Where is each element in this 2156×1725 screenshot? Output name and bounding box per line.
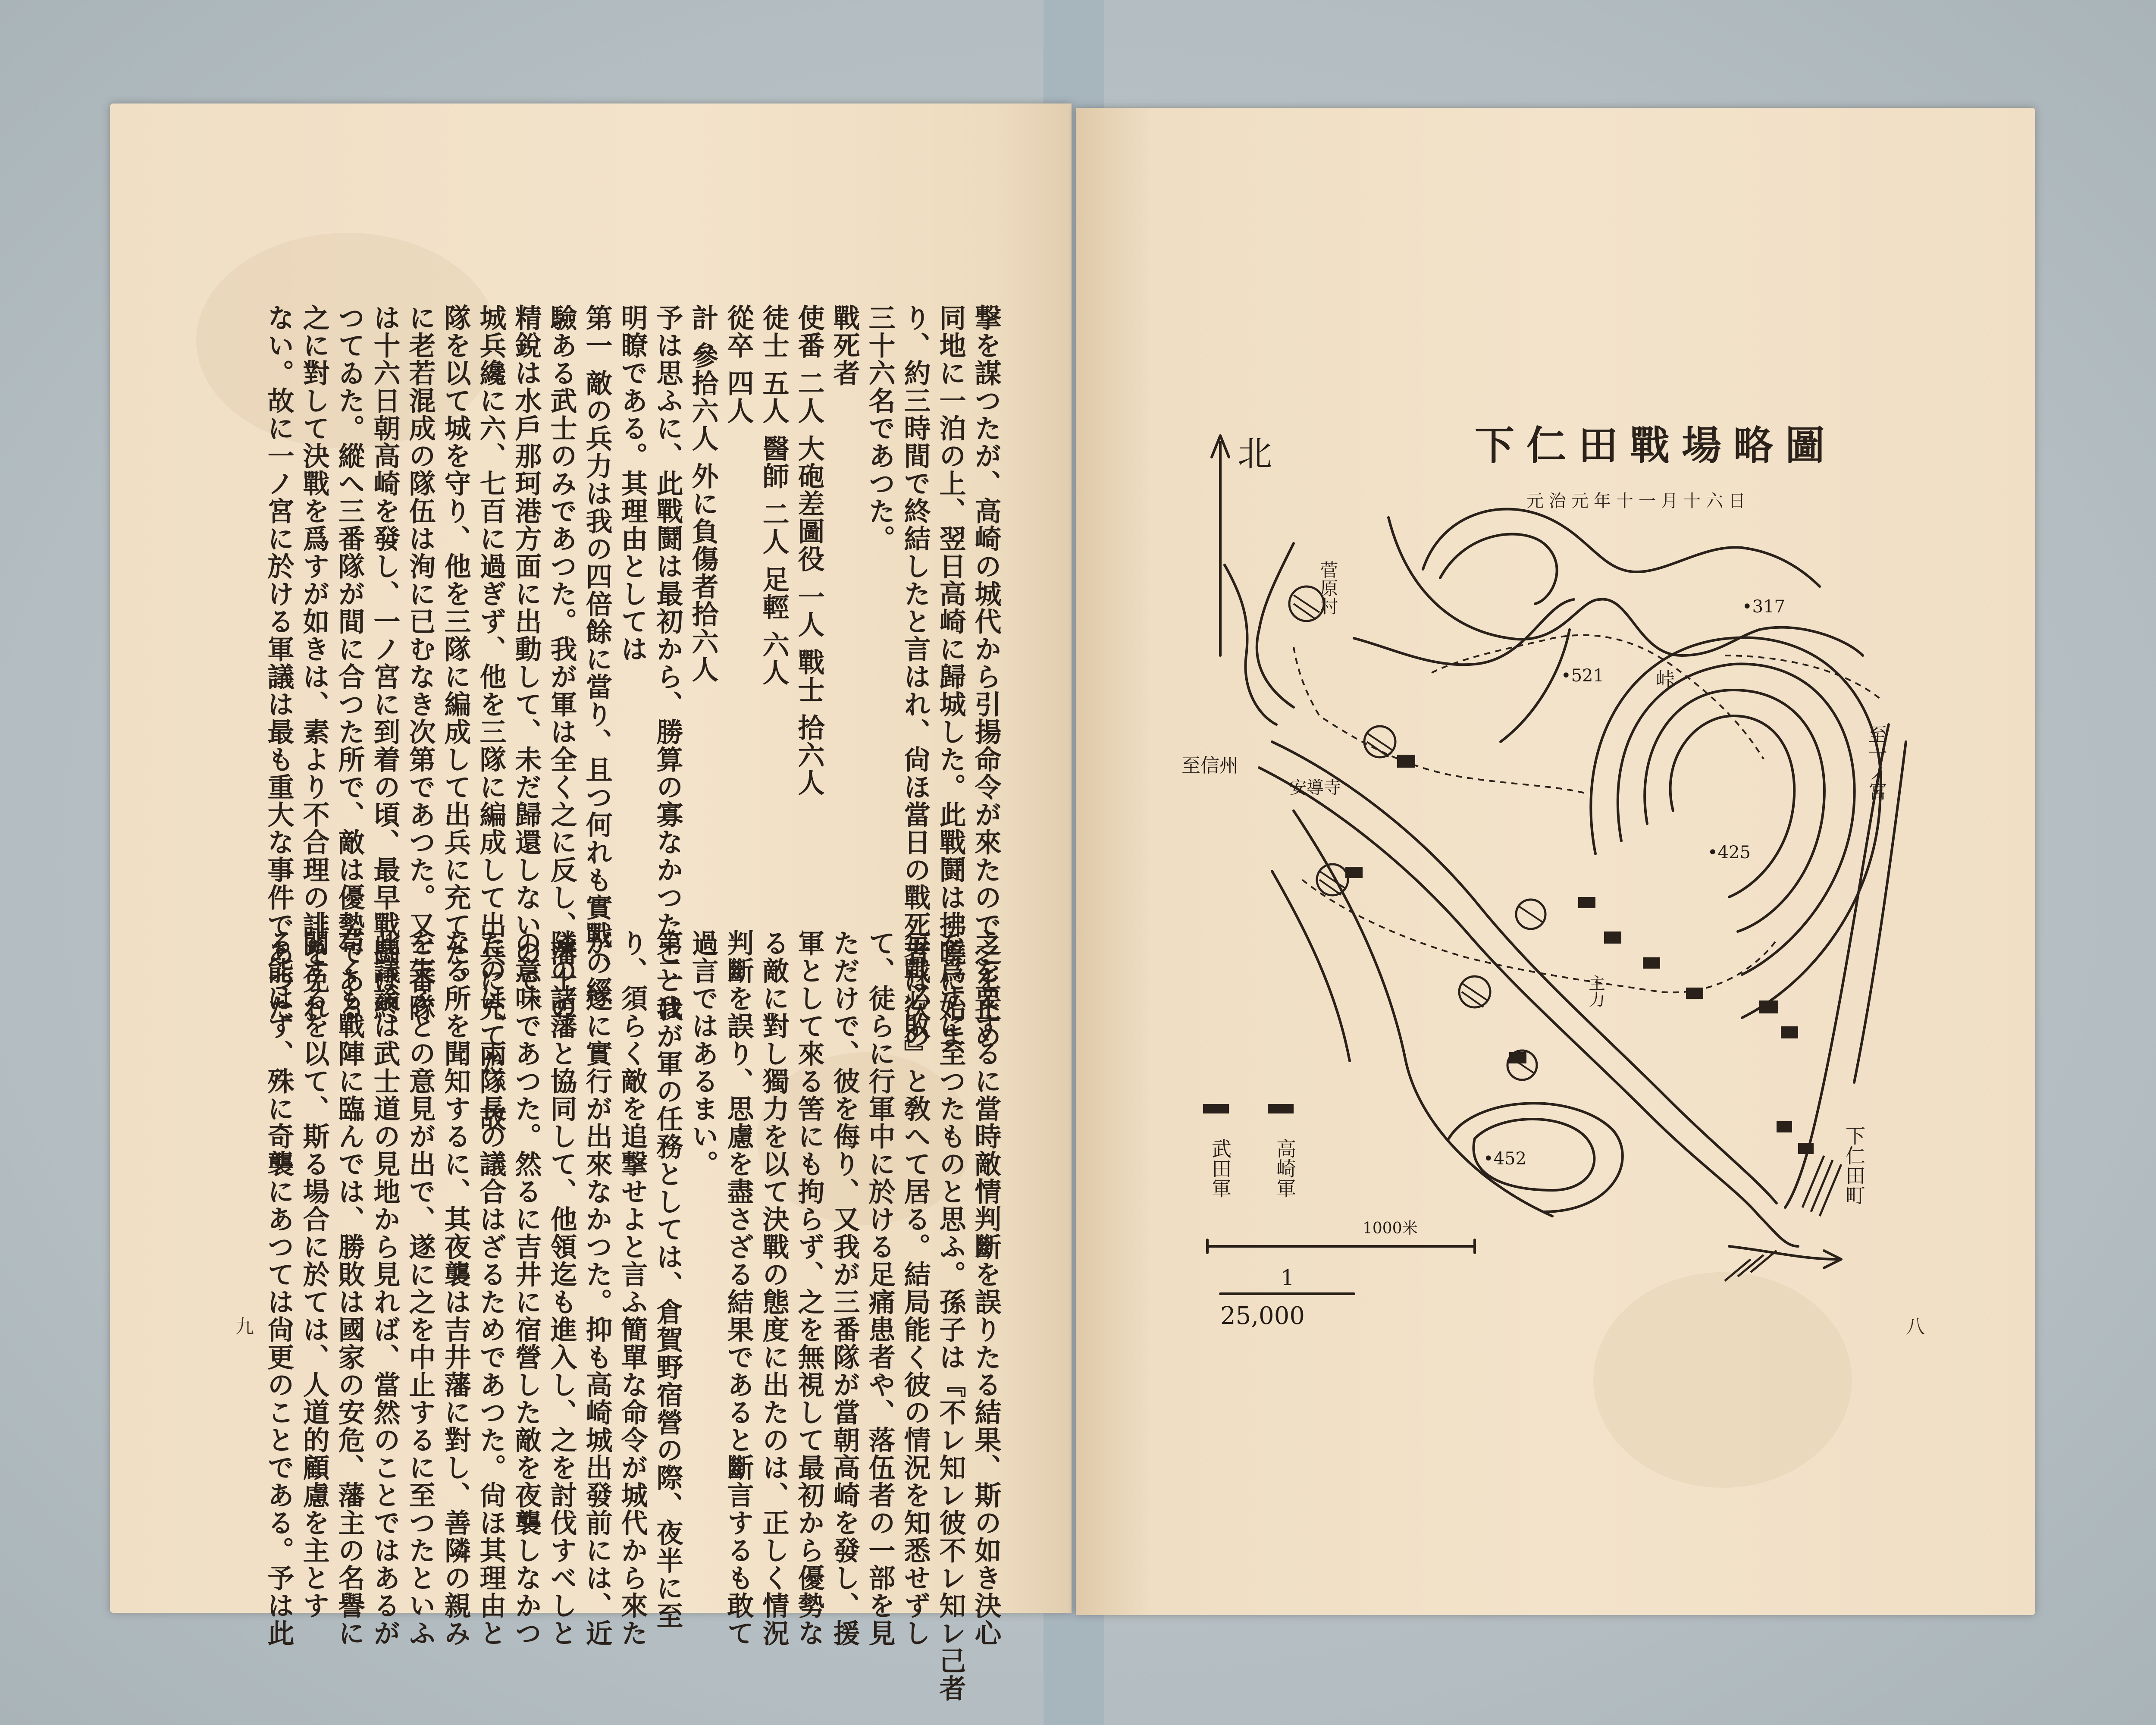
takasaki-army-label: 高崎軍 [1273,1138,1297,1198]
north-label: 北 [1238,434,1272,474]
text-column: る敵に對し獨力を以て決戰の態度に出たのは、正しく情況 [758,929,790,1647]
text-column: 計 參拾六人 外に負傷者拾六人 [687,304,719,684]
text-column: 之に對して決戰を爲すが如きは、素より不合理の誹を免れ [298,304,330,1022]
text-column: 明瞭である。其理由としては [617,304,648,663]
text-column: たのは、兩隊長の議合はざるためであつた。尙ほ其理由と [475,929,507,1647]
text-column: 使番 二人 大砲差圖役 一人 戰士 拾六人 [793,304,825,797]
text-column: 徒士 五人 醫師 二人 足輕 六人 [758,304,790,686]
hill-contour [1618,664,1855,975]
text-column: 三十六名であつた。 [864,304,896,552]
text-column: 判斷を誤り、思慮を盡さざる結果であると斷言するも敢て [723,929,754,1647]
text-column: 城兵纔に六、七百に過ぎず、他を三隊に編成して出兵に充てた。故 [475,304,507,1132]
right-page-number: 八 [1906,1316,1925,1338]
text-column: 第二 我が軍の任務としては、倉賀野宿營の際、夜半に至 [652,929,683,1630]
anshoji-label: 安導寺 [1289,778,1341,798]
text-column: 予は思ふに、此戰鬪は最初から、勝算の寡なかつたことは [652,304,683,1022]
text-column: る能はず、殊に奇襲にあつては尙更のことである。予は此 [263,929,295,1647]
map-date: 元治元年十一月十六日 [1526,491,1751,511]
shimonita-town-label: 下仁田町 [1843,1126,1866,1205]
text-column: 同地に一泊の上、翌日高崎に歸城した。此戰鬪は拂曉に始ま [935,304,966,1049]
text-column: て、徒らに行軍中に於ける足痛患者や、落伍者の一部を見 [864,929,896,1647]
contour-line [1354,599,1574,665]
dashed-route [1432,635,1764,759]
contour-line [1501,630,1570,742]
troop-block [1781,1026,1798,1038]
text-column: ただけで、彼を侮り、又我が三番隊が當朝高崎を發し、援 [829,929,860,1647]
to-shinshu-label: 至信州 [1181,755,1238,777]
text-column: の意味であつた。然るに吉井に宿營した敵を夜襲しなかつ [511,929,542,1647]
road [1729,1246,1837,1259]
text-column: 之を要するに當時敵情判斷を誤りたる結果、斯の如き決心 [970,929,1002,1647]
contour-line [1272,871,1350,1061]
troop-block [1798,1143,1814,1154]
scale-distance-label: 1000米 [1363,1220,1418,1237]
text-column: 過言ではあるまい。 [687,929,719,1178]
text-column: が、遂に實行が出來なかつた。抑も高崎城出發前には、近 [581,929,613,1647]
left-page-number: 九 [235,1316,254,1338]
text-column: 精銳は水戶那珂港方面に出動して、未だ歸還しないので、 [511,304,542,1022]
text-column: 從卒 四人 [723,304,754,425]
legend-symbol-takeda [1203,1104,1229,1113]
main-force-label: 主力 [1586,975,1605,1007]
troop-block [1777,1121,1792,1132]
troop-block [1578,897,1595,908]
battlefield-map [1164,414,1919,1363]
contour-line [1423,509,1820,586]
troop-block [1604,932,1621,944]
troop-block [1759,1000,1778,1013]
road [1759,1216,1798,1246]
text-column: 撃を謀つたが、高崎の城代から引揚命令が來たので之を止め [970,304,1002,1049]
left-page-lower-text [261,929,1003,1702]
scale-denominator: 25,000 [1220,1302,1305,1330]
hill-contour [1670,716,1795,897]
text-column: を爲すに至つたものと思ふ。孫子は『不レ知レ彼不レ知レ己者 [935,929,966,1702]
troop-block [1643,957,1660,969]
text-column: なる所を聞知するに、其夜襲は吉井藩に對し、善隣の親み [440,929,471,1647]
text-column: 隊を以て城を守り、他を三隊に編成して出兵に充てた。 [440,304,471,994]
to-ichinomiya-label: 至一ノ宮 [1865,724,1887,800]
text-column: 關するを以て、斯る場合に於ては、人道的顧慮を主とす [298,929,330,1619]
text-column: は十六日朝高崎を發し、一ノ宮に到着の頃、最早戰鬪は終 [369,304,401,1022]
text-column: 此議論は武士道の見地から見れば、當然のことではあるが [369,929,401,1647]
text-column: り、約三時間で終結したと言はれ、尙ほ當日の戰死者は次の [899,304,931,1049]
text-column: 驗ある武士のみであつた。我が軍は全く之に反し、藩士の [546,304,577,1022]
contour-line [1388,518,1863,656]
text-column: 隣の諸藩と協同して、他領迄も進入し、之を討伐すべしと [546,929,577,1647]
text-column: り、須らく敵を追撃せよと言ふ簡單な命令が城代から來た [617,929,648,1647]
river [1272,742,1777,1203]
text-column: 戰死者 [829,304,860,387]
pass-label: 峠 [1656,668,1675,690]
text-column: つてゐた。縱へ三番隊が間に合つた所で、敵は優勢である [334,304,365,1022]
stream [1225,565,1276,724]
stream [1257,543,1294,707]
dashed-route [1302,880,1777,992]
troop-block [1686,988,1703,999]
village-label: 菅原村 [1317,561,1339,615]
legend-symbol-takasaki [1268,1104,1294,1113]
elevation-452: •452 [1483,1149,1526,1169]
troop-block [1397,755,1415,768]
text-column: ない。故に一ノ宮に於ける軍議は最も重大な事件であつた [263,304,295,1022]
scale-numerator: 1 [1281,1265,1294,1290]
dashed-route [1294,647,1587,794]
takeda-army-label: 武田軍 [1209,1138,1232,1198]
hill-contour [1591,637,1881,1018]
elevation-425: •425 [1708,843,1751,862]
elevation-521: •521 [1561,666,1604,686]
text-column: 軍として來る筈にも拘らず、之を無視して最初から優勢な [793,929,825,1647]
map-title: 下仁田戰場略圖 [1475,422,1837,469]
text-column: 苟くも戰陣に臨んでは、勝敗は國家の安危、藩主の名譽に [334,929,365,1647]
text-column: を失ふとの意見が出で、遂に之を中止するに至つたといふ [404,929,436,1647]
text-column: に老若混成の隊伍は洵に已むなき次第であつた。又三番隊 [404,304,436,1022]
text-column: 第一 敵の兵力は我の四倍餘に當り、且つ何れも實戰の經 [581,304,613,1004]
elevation-317: •317 [1742,597,1785,617]
text-column: 毎戰必敗』と敎へて居る。結局能く彼の情況を知悉せずし [899,929,931,1647]
contour-line [1440,534,1557,604]
